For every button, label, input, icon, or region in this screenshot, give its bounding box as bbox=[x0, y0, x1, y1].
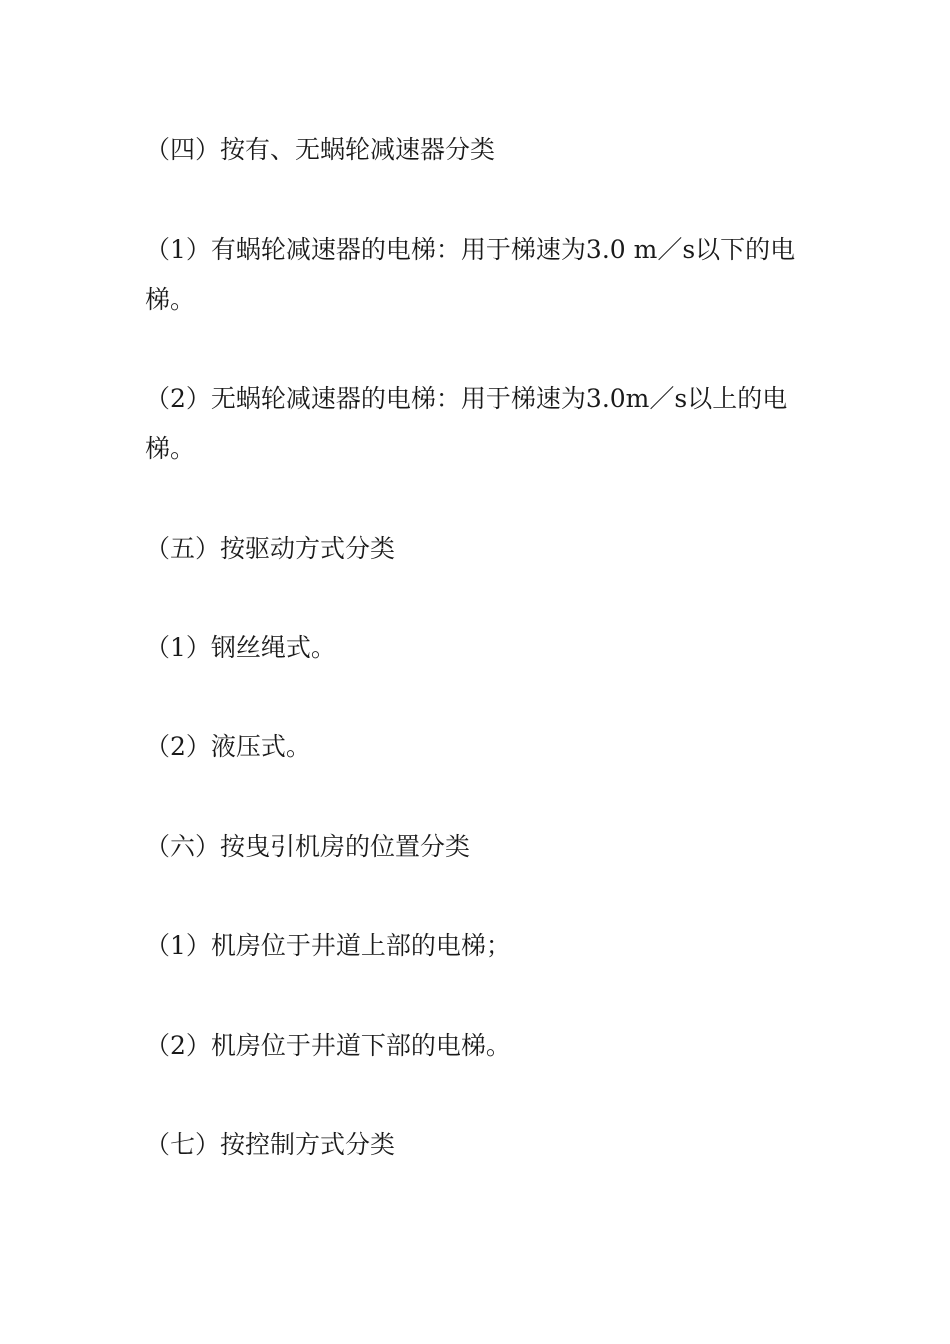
section-heading-7: （七）按控制方式分类 bbox=[145, 1130, 396, 1159]
paragraph-gearless: （2）无蜗轮减速器的电梯：用于梯速为3.0m／s以上的电梯。 bbox=[145, 384, 788, 463]
paragraph-wire-rope: （1）钢丝绳式。 bbox=[145, 633, 336, 662]
section-heading-5: （五）按驱动方式分类 bbox=[145, 534, 396, 563]
paragraph-machine-room-bottom: （2）机房位于井道下部的电梯。 bbox=[145, 1031, 511, 1060]
paragraph-hydraulic: （2）液压式。 bbox=[145, 732, 311, 761]
section-heading-6: （六）按曳引机房的位置分类 bbox=[145, 832, 471, 861]
section-heading-4: （四）按有、无蜗轮减速器分类 bbox=[145, 135, 496, 164]
paragraph-machine-room-top: （1）机房位于井道上部的电梯； bbox=[145, 931, 511, 960]
paragraph-worm-gear-reducer: （1）有蜗轮减速器的电梯：用于梯速为3.0 m／s以下的电梯。 bbox=[145, 235, 796, 314]
